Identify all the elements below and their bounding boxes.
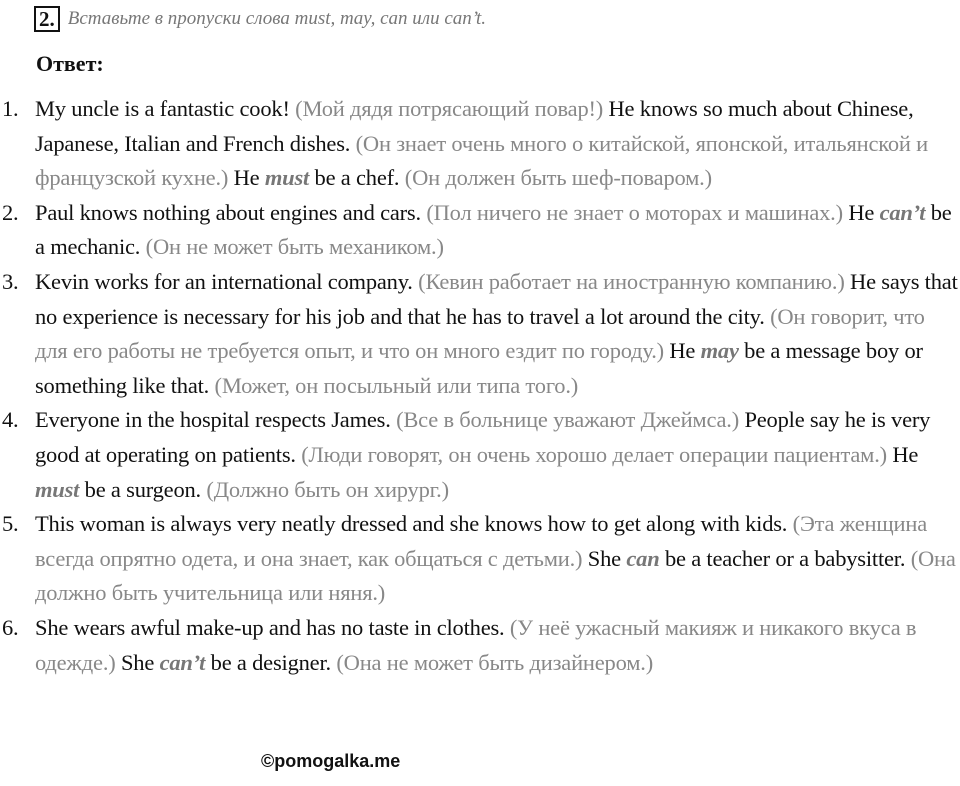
item-number: 6. xyxy=(2,614,19,640)
item-number: 2. xyxy=(2,199,19,225)
english-sentence: People say he is very good at operating on patients. xyxy=(35,407,931,467)
english-sentence: She xyxy=(115,649,160,675)
answer-heading: Ответ: xyxy=(36,51,104,76)
russian-translation: (Она не может быть дизайнером.) xyxy=(336,649,653,675)
russian-translation: (Он не может быть механиком.) xyxy=(145,234,444,260)
english-sentence: He knows so much about Chinese, Japanese, Italian and French dishes. xyxy=(35,96,914,156)
russian-translation: (Кевин работает на иностранную компанию.) xyxy=(418,268,845,294)
english-sentence: be a chef. xyxy=(309,165,405,191)
english-sentence: He xyxy=(842,199,880,225)
modal-answer: may xyxy=(700,338,739,364)
russian-translation: (Он знает очень много о китайской, японской, итальянской и французской кухне.) xyxy=(35,130,929,191)
russian-translation: (У неё ужасный макияж и никакого вкуса в одежде.) xyxy=(35,614,917,675)
answer-list xyxy=(0,92,960,680)
english-sentence: He says that no experience is necessary for his job and that he has to travel a lot around the city. xyxy=(35,268,958,329)
english-sentence: Kevin works for an international company. xyxy=(35,268,419,294)
site-watermark: ©pomogalka.me xyxy=(261,751,401,771)
modal-answer: can’t xyxy=(879,199,926,225)
answer-item-4 xyxy=(0,403,960,507)
russian-translation: (Эта женщина всегда опрятно одета, и она знает, как общаться с детьми.) xyxy=(35,511,927,571)
answer-item-3 xyxy=(0,265,960,403)
item-number: 1. xyxy=(2,96,19,121)
modal-answer: must xyxy=(264,165,310,191)
russian-translation: (Может, он посыльный или типа того.) xyxy=(214,372,579,398)
modal-answer: can xyxy=(626,545,660,571)
russian-translation: (Она должно быть учительница или няня.) xyxy=(35,545,956,606)
item-number: 4. xyxy=(2,407,19,433)
answer-item-5 xyxy=(0,507,960,611)
english-sentence: be a designer. xyxy=(205,649,337,675)
english-sentence: This woman is always very neatly dressed and she knows how to get along with kids. xyxy=(35,511,793,537)
task-header xyxy=(34,4,486,34)
english-sentence: She wears awful make-up and has no taste in clothes. xyxy=(35,614,510,640)
task-number-box: 2. xyxy=(34,6,60,32)
english-sentence: My uncle is a fantastic cook! xyxy=(35,96,296,121)
russian-translation: (Мой дядя потрясающий повар!) xyxy=(295,96,604,121)
russian-translation: (Люди говорят, он очень хорошо делает операции пациентам.) xyxy=(301,441,887,467)
item-number: 5. xyxy=(2,511,19,537)
english-sentence: She xyxy=(582,545,627,571)
modal-answer: can’t xyxy=(159,649,206,675)
russian-translation: (Пол ничего не знает о моторах и машинах.) xyxy=(426,199,843,225)
task-instruction: Вставьте в пропуски слова must, may, can или can’t. xyxy=(67,8,487,29)
english-sentence: Everyone in the hospital respects James. xyxy=(35,407,397,433)
item-number: 3. xyxy=(2,268,19,294)
modal-answer: must xyxy=(35,476,80,502)
answer-item-6 xyxy=(0,611,960,680)
english-sentence: He xyxy=(886,441,919,467)
answer-item-2 xyxy=(0,196,960,265)
english-sentence: He xyxy=(663,338,701,364)
english-sentence: be a surgeon. xyxy=(79,476,207,502)
russian-translation: (Он должен быть шеф-поваром.) xyxy=(404,165,712,191)
english-sentence: He xyxy=(228,165,265,191)
english-sentence: be a mechanic. xyxy=(35,199,952,260)
english-sentence: Paul knows nothing about engines and cars. xyxy=(35,199,427,225)
english-sentence: be a message boy or something like that. xyxy=(35,338,923,398)
english-sentence: be a teacher or a babysitter. xyxy=(659,545,911,571)
russian-translation: (Все в больнице уважают Джеймса.) xyxy=(396,407,740,433)
russian-translation: (Он говорит, что для его работы не требуется опыт, и что он много ездит по городу.) xyxy=(35,303,925,364)
russian-translation: (Должно быть он хирург.) xyxy=(206,476,449,502)
answer-item-1 xyxy=(0,92,960,196)
